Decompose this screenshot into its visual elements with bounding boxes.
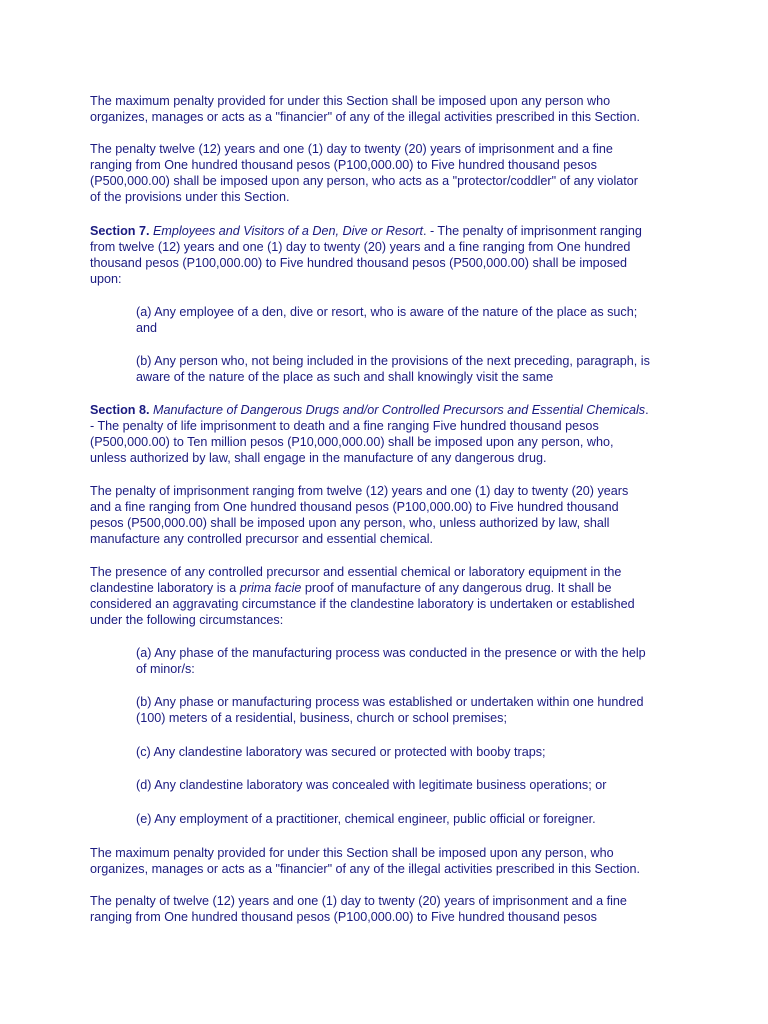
section-7-item-a: (a) Any employee of a den, dive or resort, who is aware of the nature of the place as such; and (136, 305, 638, 335)
section-7-item-b: (b) Any person who, not being included in the provisions of the next preceding, paragraph, is aware of the nature of the place as such and shall knowingly visit the same (136, 354, 650, 384)
section-7-body: from twelve (12) years and one (1) day to twenty (20) years and a fine ranging from One hundred thousand pesos (P100,000.00) to Five hundred thousand pesos (P500,000.00) shall be imposed upon: (90, 240, 631, 286)
section-7-body-first: . - The penalty of imprisonment ranging (422, 224, 642, 238)
circumstance-item-c: (c) Any clandestine laboratory was secured or protected with booby traps; (136, 745, 546, 759)
paragraph-penalty-controlled-precursor: The penalty of imprisonment ranging from twelve (12) years and one (1) day to twenty (20) years and a fine ranging from One hundred thousand pesos (P100,000.00) to Five hundred thousand pesos (P500,000.00) shall be imposed upon any person, who, unless authorized by law, shall manufacture any controlled precursor and essential chemical. (90, 484, 629, 546)
paragraph-presence-text-b: proof of manufacture of any dangerous drug. It shall be considered an aggravating circumstance if the clandestine laboratory is undertaken or established under the following circumstances: (90, 581, 635, 627)
section-7-title: Section 7. (90, 224, 150, 238)
paragraph-presence-of-precursor (90, 564, 690, 628)
paragraph-presence-text-a: The presence of any controlled precursor and essential chemical or laboratory equipment in the clandestine laboratory is a (90, 565, 622, 595)
circumstance-item-d: (d) Any clandestine laboratory was concealed with legitimate business operations; or (136, 778, 607, 792)
prima-facie-term: prima facie (239, 581, 302, 595)
section-8-title: Section 8. (90, 403, 150, 417)
section-8 (90, 402, 690, 466)
circumstance-item-a: (a) Any phase of the manufacturing process was conducted in the presence or with the help of minor/s: (136, 646, 646, 676)
section-7 (90, 223, 690, 287)
section-8-heading: Manufacture of Dangerous Drugs and/or Controlled Precursors and Essential Chemicals (153, 403, 646, 417)
section-8-body-first: . (645, 403, 649, 417)
circumstance-item-e: (e) Any employment of a practitioner, chemical engineer, public official or foreigner. (136, 812, 596, 826)
paragraph-max-penalty-financier: The maximum penalty provided for under this Section shall be imposed upon any person who organizes, manages or acts as a "financier" of any of the illegal activities prescribed in this Section. (90, 94, 641, 124)
section-7-heading: Employees and Visitors of a Den, Dive or Resort (153, 224, 423, 238)
paragraph-penalty-protector-coddler: The penalty twelve (12) years and one (1) day to twenty (20) years of imprisonment and a fine ranging from One hundred thousand pesos (P100,000.00) to Five hundred thousand pesos (P500,000.00) shall be imposed upon any person, who acts as a "protector/coddler" of any violator of the provisions under this Section. (90, 142, 638, 204)
section-8-body: - The penalty of life imprisonment to death and a fine ranging Five hundred thousand pesos (P500,000.00) to Ten million pesos (P10,000,000.00) shall be imposed upon any person, who, unless authorized by law, shall engage in the manufacture of any dangerous drug. (90, 419, 614, 465)
circumstance-item-b: (b) Any phase or manufacturing process was established or undertaken within one hundred (100) meters of a residential, business, church or school premises; (136, 695, 644, 725)
paragraph-max-penalty-financier-2: The maximum penalty provided for under this Section shall be imposed upon any person, who organizes, manages or acts as a "financier" of any of the illegal activities prescribed in this Section. (90, 846, 641, 876)
paragraph-penalty-twelve-years: The penalty of twelve (12) years and one (1) day to twenty (20) years of imprisonment and a fine ranging from One hundred thousand pesos (P100,000.00) to Five hundred thousand pesos (90, 894, 627, 924)
